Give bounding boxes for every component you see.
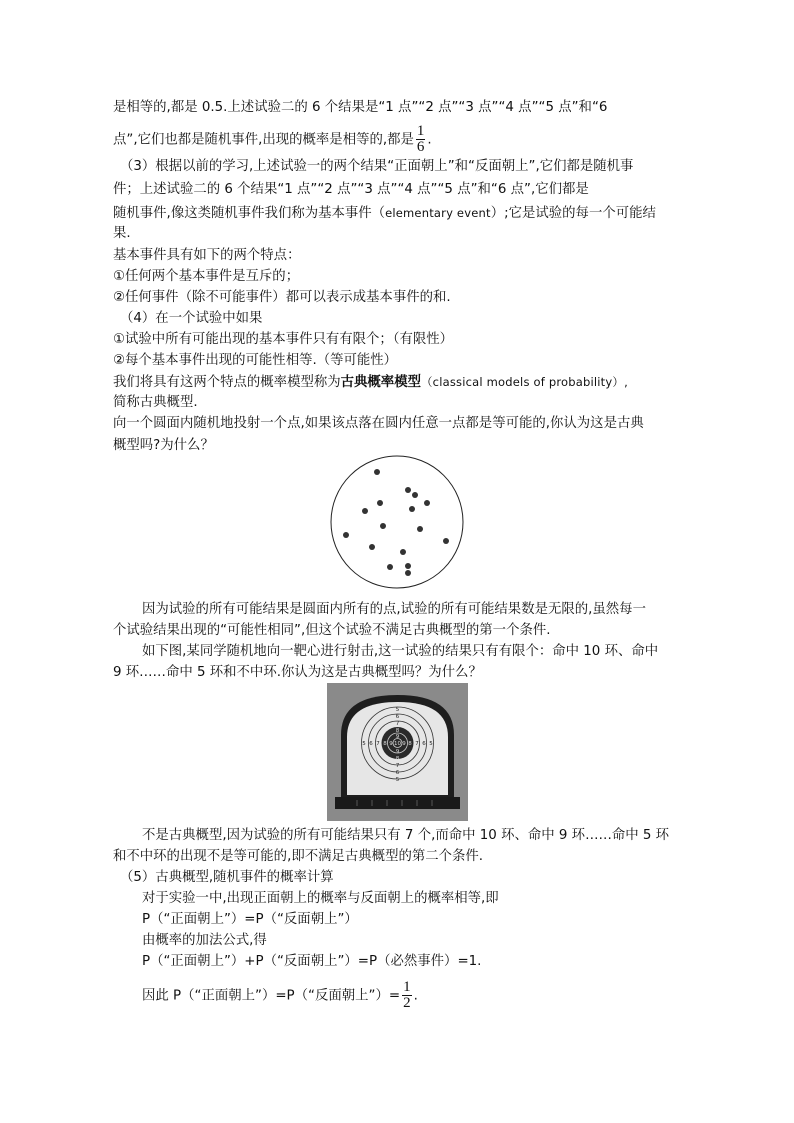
section-heading: （4）在一个试验中如果 [120, 311, 263, 326]
text-fragment: 点”,它们也都是随机事件,出现的概率是相等的,都是 [113, 132, 414, 148]
fraction-numerator: 1 [403, 979, 411, 995]
paragraph-line [113, 203, 656, 224]
fraction-numerator: 1 [416, 123, 425, 139]
fraction-one-half [402, 980, 412, 1011]
point [380, 523, 386, 529]
ring-number: 5 [395, 777, 400, 783]
paragraph-line: 因为试验的所有可能结果是圆面内所有的点,试验的所有可能结果数是无限的,虽然每一 [142, 602, 646, 617]
paragraph-line: 概型吗?为什么？ [113, 438, 214, 453]
paragraph-line [113, 124, 432, 155]
paragraph-line: 件；上述试验二的 6 个结果“1 点”“2 点”“3 点”“4 点”“5 点”和“6 点”,它们都是 [113, 182, 589, 197]
ring-number: 6 [395, 770, 400, 776]
formula-line [142, 980, 418, 1011]
target-base [335, 797, 460, 809]
paragraph-line [113, 372, 628, 393]
paragraph-line: 是相等的,都是 0.5.上述试验二的 6 个结果是“1 点”“2 点”“3 点”“4 点”“5 点”和“6 [113, 100, 608, 115]
point [377, 500, 383, 506]
point [362, 508, 368, 514]
english-term: elementary event [385, 206, 491, 220]
paragraph-line: 个试验结果出现的“可能性相同”,但这个试验不满足古典概型的第一个条件. [113, 623, 551, 638]
ring-number: 5 [429, 741, 433, 747]
ring-number: 9 [402, 741, 406, 747]
list-item: ①试验中所有可能出现的基本事件只有有限个；（有限性） [113, 332, 454, 347]
paragraph-line: 由概率的加法公式,得 [142, 933, 267, 948]
list-item: ②任何事件（除不可能事件）都可以表示成基本事件的和. [113, 290, 451, 305]
point [369, 544, 375, 550]
text-fragment: 随机事件,像这类随机事件我们称为基本事件（ [113, 206, 386, 221]
point [387, 564, 393, 570]
paragraph-line: 对于实验一中,出现正面朝上的概率与反面朝上的概率相等,即 [142, 891, 499, 906]
paragraph-line: 向一个圆面内随机地投射一个点,如果该点落在圆内任意一点都是等可能的,你认为这是古典 [113, 416, 644, 431]
ring-number: 7 [395, 763, 400, 769]
text-fragment: 因此 P（“正面朝上”）=P（“反面朝上”）= [142, 988, 401, 1004]
point [412, 492, 418, 498]
section-heading: （5）古典概型,随机事件的概率计算 [120, 870, 334, 885]
ring-number: 9 [389, 741, 393, 747]
ring-number: 8 [395, 756, 400, 762]
circle-boundary [331, 456, 463, 588]
paragraph-line: 不是古典概型,因为试验的所有可能结果只有 7 个,而命中 10 环、命中 9 环……命中 5 环 [142, 828, 670, 843]
ring-number: 6 [369, 741, 373, 747]
paragraph-line: 基本事件具有如下的两个特点： [113, 248, 301, 263]
formula-line: P（“正面朝上”）=P（“反面朝上”） [142, 912, 358, 927]
list-item: ①任何两个基本事件是互斥的； [113, 269, 300, 284]
point [424, 500, 430, 506]
point [405, 563, 411, 569]
ring-number: 5 [362, 741, 366, 747]
point [405, 487, 411, 493]
ring-number: 7 [376, 741, 380, 747]
ring-number: 10 [394, 741, 401, 747]
list-item: ②每个基本事件出现的可能性相等.（等可能性） [113, 353, 398, 368]
paragraph-line: 9 环……命中 5 环和不中环.你认为这是古典概型吗？为什么？ [113, 665, 482, 680]
ring-number: 7 [395, 721, 400, 727]
ring-number: 6 [395, 714, 400, 720]
ring-number: 9 [395, 734, 400, 740]
point [409, 506, 415, 512]
random-points [343, 469, 449, 576]
english-term: （classical models of probability）, [420, 375, 628, 389]
fraction-denominator: 6 [416, 139, 425, 155]
point [343, 532, 349, 538]
text-fragment: 我们将具有这两个特点的概率模型称为 [113, 375, 341, 390]
paragraph-line: 果. [113, 226, 131, 241]
point [417, 526, 423, 532]
paragraph-line: 和不中环的出现不是等可能的,即不满足古典概型的第二个条件. [113, 849, 484, 864]
random-points-circle-figure [330, 455, 464, 589]
fraction-denominator: 2 [403, 995, 411, 1011]
point [400, 549, 406, 555]
point [405, 570, 411, 576]
paragraph-line: （3）根据以前的学习,上述试验一的两个结果“正面朝上”和“反面朝上”,它们都是随机事 [120, 159, 634, 174]
ring-number: 8 [395, 728, 400, 734]
paragraph-line: 如下图,某同学随机地向一靶心进行射击,这一试验的结果只有有限个：命中 10 环、命中 [142, 644, 659, 659]
point [374, 469, 380, 475]
formula-line: P（“正面朝上”）+P（“反面朝上”）=P（必然事件）=1. [142, 954, 482, 969]
ring-number: 7 [415, 741, 419, 747]
ring-number: 8 [408, 741, 412, 747]
text-fragment: ）;它是试验的每一个可能结 [490, 206, 656, 221]
key-term: 古典概率模型 [340, 375, 421, 390]
text-fragment: . [427, 132, 432, 148]
point [443, 538, 449, 544]
fraction-one-sixth [416, 124, 426, 155]
shooting-target-photo [327, 683, 468, 821]
ring-number: 9 [395, 749, 400, 755]
text-fragment: . [413, 988, 418, 1004]
ring-number: 6 [422, 741, 426, 747]
paragraph-line: 简称古典概型. [113, 395, 198, 410]
ring-number: 8 [383, 741, 387, 747]
ring-number: 5 [395, 707, 400, 713]
